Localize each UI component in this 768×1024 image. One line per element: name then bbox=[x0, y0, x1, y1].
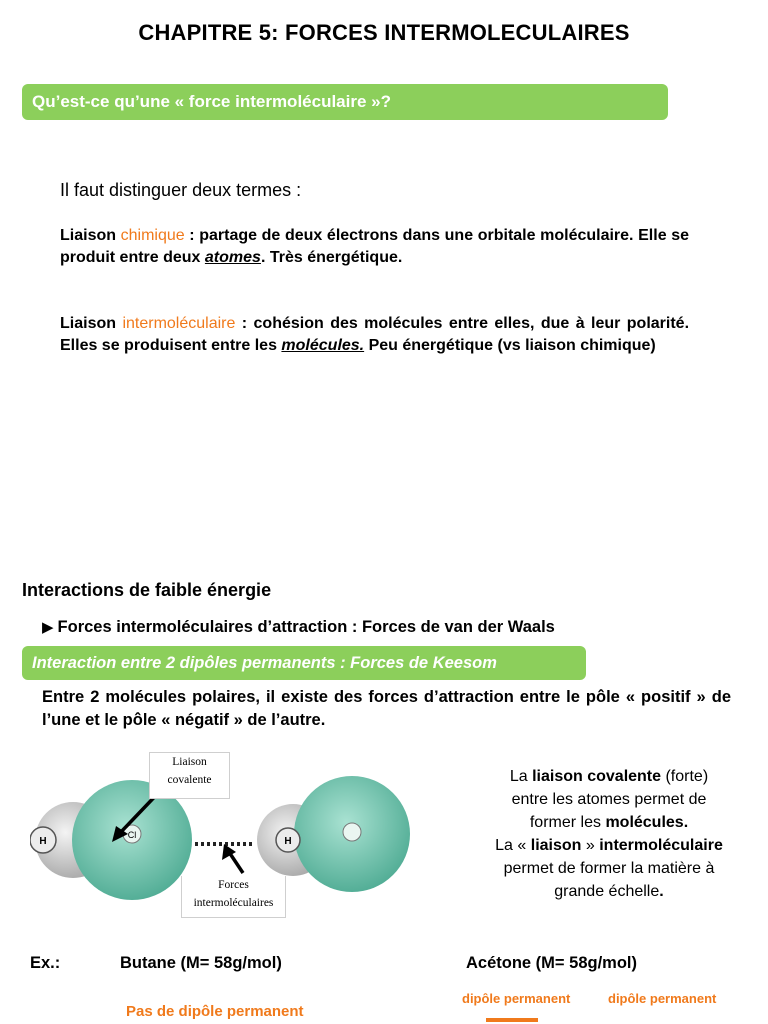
question-banner: Qu’est-ce qu’une « force intermoléculaire »? bbox=[22, 84, 668, 120]
no-dipole-label: Pas de dipôle permanent bbox=[126, 1003, 304, 1020]
tail-text: Peu énergétique (vs liaison chimique) bbox=[364, 337, 656, 354]
butane-label: Butane (M= 58g/mol) bbox=[120, 954, 282, 972]
forces-label: Forces intermoléculaires bbox=[181, 876, 286, 918]
bullet-text: Forces intermoléculaires d’attraction : Forces de van der Waals bbox=[57, 618, 555, 636]
h-label: H bbox=[39, 836, 47, 847]
keesom-paragraph: Entre 2 molécules polaires, il existe des forces d’attraction entre le pôle « positif » de l’une et le pôle « négatif » de l’autre. bbox=[42, 688, 731, 729]
liaison-intermoleculaire-paragraph bbox=[60, 313, 689, 357]
dipole-arrow bbox=[486, 1018, 538, 1022]
intro-text: Il faut distinguer deux termes : bbox=[60, 180, 302, 200]
covalent-label: Liaison covalente bbox=[149, 752, 230, 799]
keyword-intermoleculaire: intermoléculaire bbox=[122, 315, 236, 332]
section-heading: Interactions de faible énergie bbox=[22, 580, 272, 600]
example-label: Ex.: bbox=[30, 954, 61, 972]
play-triangle-icon: ▶ bbox=[42, 619, 54, 636]
liaison-chimique-paragraph bbox=[60, 225, 689, 269]
emphasis-atomes: atomes bbox=[204, 249, 261, 266]
lead-text: Liaison bbox=[60, 227, 121, 244]
acetone-label: Acétone (M= 58g/mol) bbox=[466, 954, 637, 972]
dipole-label-1: dipôle permanent bbox=[462, 991, 571, 1006]
keesom-banner: Interaction entre 2 dipôles permanents : Forces de Keesom bbox=[22, 646, 586, 680]
body-text: : cohésion des molécules entre elles, due à leur polarité. Elles se produisent entre les bbox=[60, 315, 690, 354]
page-title: CHAPITRE 5: FORCES INTERMOLECULAIRES bbox=[138, 20, 630, 45]
covalent-explanation: La liaison covalente (forte) entre les atomes permet de former les molécules. La « liaison » intermoléculaire permet de former la matière à grande échelle. bbox=[495, 768, 723, 900]
h-label: H bbox=[284, 836, 292, 847]
lead-text: Liaison bbox=[60, 315, 123, 332]
dipole-label-2: dipôle permanent bbox=[608, 991, 717, 1006]
forces-arrow bbox=[229, 852, 243, 873]
body-text: : partage de deux électrons dans une orbitale moléculaire. Elle se produit entre deux bbox=[60, 227, 690, 266]
keyword-chimique: chimique bbox=[120, 227, 185, 244]
emphasis-molecules: molécules. bbox=[281, 337, 365, 354]
tail-text: . Très énergétique. bbox=[260, 249, 403, 266]
cl-label: Cl bbox=[127, 830, 137, 840]
hcl-molecule-right bbox=[257, 776, 410, 892]
van-der-waals-bullet bbox=[42, 618, 555, 637]
